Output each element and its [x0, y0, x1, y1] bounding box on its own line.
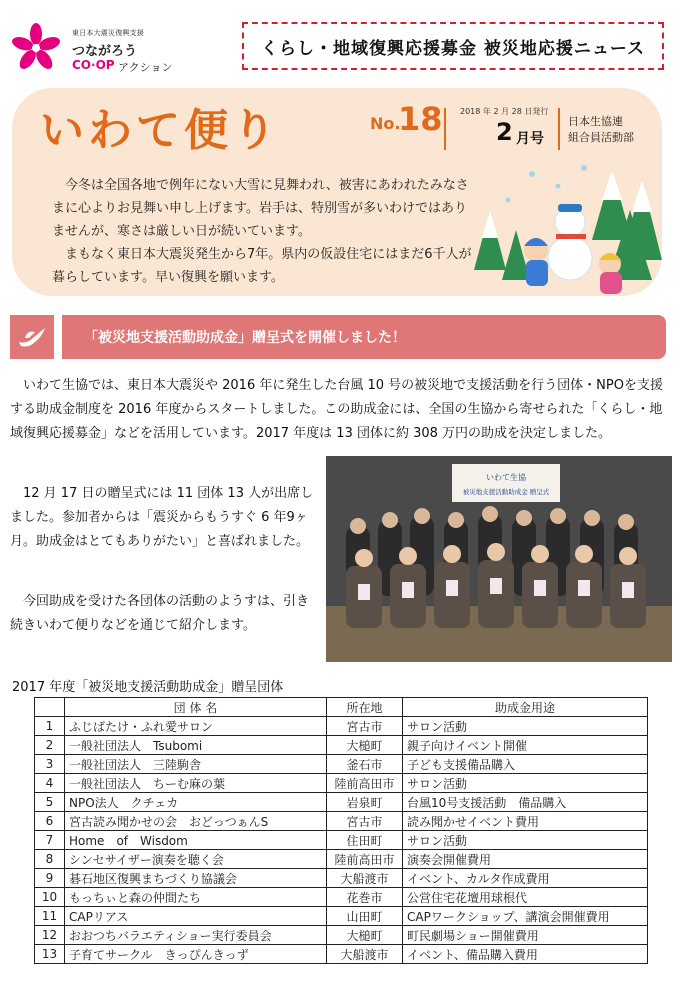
- org-name: CAPリアス: [65, 907, 327, 926]
- org-name: おおつちバラエティショー実行委員会: [65, 926, 327, 945]
- news-box-title: くらし・地域復興応援募金 被災地応援ニュース: [242, 22, 664, 70]
- org-location: 宮古市: [327, 717, 403, 736]
- grant-use: 町民劇場ショー開催費用: [403, 926, 648, 945]
- table-row: [35, 888, 648, 907]
- winter-scene-illustration: [472, 160, 662, 296]
- table-header-row: [35, 698, 648, 717]
- issue-month-word: 月号: [516, 131, 544, 147]
- article-paragraph: 12 月 17 日の贈呈式には 11 団体 13 人が出席しました。参加者からは「震災からもうすぐ 6 年9ヶ月。助成金はとてもありがたい」と喜ばれました。: [10, 486, 314, 549]
- org-name: もっちぃと森の仲間たち: [65, 888, 327, 907]
- issue-number: 18: [398, 100, 443, 138]
- grant-use: 読み聞かせイベント費用: [403, 812, 648, 831]
- section-title: 「被災地支援活動助成金」贈呈式を開催しました！: [84, 330, 406, 346]
- row-number: 10: [35, 888, 65, 907]
- org-location: 岩泉町: [327, 793, 403, 812]
- section-header: [10, 315, 666, 361]
- org-name: Home of Wisdom: [65, 831, 327, 850]
- grant-use: サロン活動: [403, 831, 648, 850]
- newsletter-title: いわて便り: [40, 105, 280, 156]
- org-location: 陸前高田市: [327, 850, 403, 869]
- greeting-paragraph: まもなく東日本大震災発生から7年。県内の仮設住宅にはまだ6千人が暮らしています。早い復興を願います。: [52, 247, 472, 285]
- table-row: [35, 850, 648, 869]
- table-row: [35, 869, 648, 888]
- table-row: [35, 907, 648, 926]
- org-name: 宮古読み聞かせの会 おどっつぁんS: [65, 812, 327, 831]
- issue-number-label: No.: [370, 114, 401, 133]
- row-number: 5: [35, 793, 65, 812]
- org-location: 大槌町: [327, 736, 403, 755]
- table-row: [35, 717, 648, 736]
- issue-month-number: 2: [496, 118, 513, 146]
- org-location: 住田町: [327, 831, 403, 850]
- org-name: NPO法人 クチェカ: [65, 793, 327, 812]
- greeting-paragraph: 今冬は全国各地で例年にない大雪に見舞われ、被害にあわれたみなさまに心よりお見舞い申し上げます。岩手は、特別雪が多いわけではありませんが、寒さは厳しい日が続いています。: [52, 178, 469, 239]
- org-location: 釜石市: [327, 755, 403, 774]
- brand-block: [10, 22, 210, 82]
- table-row: [35, 926, 648, 945]
- newsletter-banner: [12, 88, 662, 296]
- grant-use: サロン活動: [403, 717, 648, 736]
- grant-use: CAPワークショップ、講演会開催費用: [403, 907, 648, 926]
- org-location: 山田町: [327, 907, 403, 926]
- table-row: [35, 793, 648, 812]
- column-header: [35, 698, 65, 717]
- row-number: 9: [35, 869, 65, 888]
- org-name: 一般社団法人 ちーむ麻の葉: [65, 774, 327, 793]
- org-location: 宮古市: [327, 812, 403, 831]
- row-number: 3: [35, 755, 65, 774]
- issue-date: 2018 年 2 月 28 日発行: [460, 107, 549, 116]
- table-caption: 2017 年度「被災地支援活動助成金」贈呈団体: [12, 680, 284, 695]
- row-number: 1: [35, 717, 65, 736]
- grant-use: 演奏会開催費用: [403, 850, 648, 869]
- publisher-org: [568, 114, 634, 146]
- brand-supporter-text: 東日本大震災復興支援: [72, 29, 144, 37]
- grant-recipients-table: [34, 697, 648, 964]
- grant-use: 子ども支援備品購入: [403, 755, 648, 774]
- article-paragraph: いわて生協では、東日本大震災や 2016 年に発生した台風 10 号の被災地で支援活動を行う団体・NPOを支援する助成金制度を 2016 年度からスタートしました。この助成金には、全国の生協から寄せられた「くらし・地域復興応援募金」などを活用しています。2017 年度は 13 団体に約 308 万円の助成を決定しました。: [10, 378, 663, 441]
- grant-use: サロン活動: [403, 774, 648, 793]
- brand-coop: CO·OP: [72, 58, 115, 72]
- publisher-org-line1: 日本生協連: [568, 115, 623, 128]
- org-location: 大槌町: [327, 926, 403, 945]
- org-location: 花巻市: [327, 888, 403, 907]
- org-location: 大船渡市: [327, 945, 403, 964]
- grant-use: イベント、カルタ作成費用: [403, 869, 648, 888]
- row-number: 7: [35, 831, 65, 850]
- table-row: [35, 736, 648, 755]
- grant-use: 台風10号支援活動 備品購入: [403, 793, 648, 812]
- grant-use: イベント、備品購入費用: [403, 945, 648, 964]
- table-row: [35, 774, 648, 793]
- column-header: 助成金用途: [403, 698, 648, 717]
- photo-sign-line2: 被災地支援活動助成金 贈呈式: [462, 488, 550, 496]
- row-number: 12: [35, 926, 65, 945]
- org-name: ふじばたけ・ふれ愛サロン: [65, 717, 327, 736]
- grant-use: 公営住宅花壇用球根代: [403, 888, 648, 907]
- row-number: 13: [35, 945, 65, 964]
- row-number: 6: [35, 812, 65, 831]
- brand-action: アクション: [118, 61, 173, 74]
- photo-sign-line1: いわて生協: [486, 473, 526, 482]
- coop-flower-logo-icon: [10, 22, 62, 74]
- org-name: 子育てサークル きっぴんきっず: [65, 945, 327, 964]
- table-row: [35, 755, 648, 774]
- grant-use: 親子向けイベント開催: [403, 736, 648, 755]
- divider: [558, 108, 560, 150]
- row-number: 8: [35, 850, 65, 869]
- brand-name: つながろう: [72, 44, 138, 59]
- table-row: [35, 945, 648, 964]
- divider: [444, 108, 446, 150]
- banner-greeting: [52, 174, 472, 289]
- org-location: 陸前高田市: [327, 774, 403, 793]
- org-location: 大船渡市: [327, 869, 403, 888]
- row-number: 2: [35, 736, 65, 755]
- org-name: 一般社団法人 三陸駒舎: [65, 755, 327, 774]
- article-paragraph: 今回助成を受けた各団体の活動のようすは、引き続きいわて便りなどを通じて紹介します。: [10, 594, 310, 633]
- column-header: 団 体 名: [65, 698, 327, 717]
- row-number: 11: [35, 907, 65, 926]
- row-number: 4: [35, 774, 65, 793]
- org-name: 一般社団法人 Tsubomi: [65, 736, 327, 755]
- table-row: [35, 812, 648, 831]
- publisher-org-line2: 組合員活動部: [568, 131, 634, 144]
- ceremony-photo: [326, 456, 672, 662]
- org-name: 碁石地区復興まちづくり協議会: [65, 869, 327, 888]
- table-row: [35, 831, 648, 850]
- column-header: 所在地: [327, 698, 403, 717]
- dove-icon: [10, 315, 54, 359]
- snowflake-icon: [506, 165, 615, 203]
- org-name: シンセサイザー演奏を聴く会: [65, 850, 327, 869]
